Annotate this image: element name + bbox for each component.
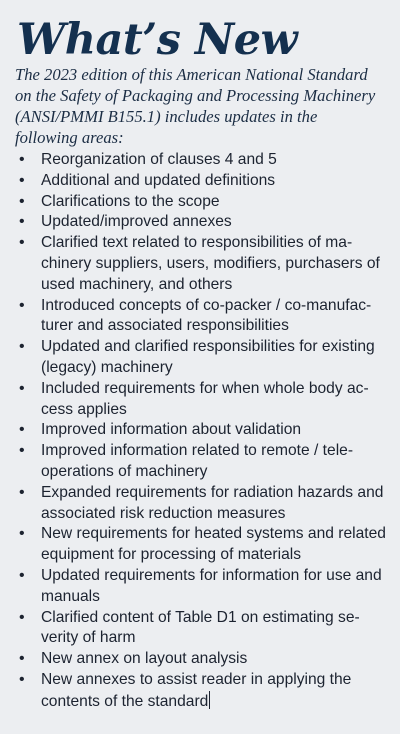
- list-item: • Reorganization of clauses 4 and 5: [15, 150, 388, 171]
- list-item: • New annexes to assist reader in applying the contents of the standard: [15, 670, 388, 713]
- text-cursor: [209, 691, 210, 709]
- list-item: • Included requirements for when whole body ac- cess applies: [15, 379, 388, 421]
- list-item: • Clarifications to the scope: [15, 192, 388, 213]
- list-item: • Improved information related to remote / tele- operations of machinery: [15, 441, 388, 483]
- list-item: • Updated and clarified responsibilities for existing (legacy) machinery: [15, 337, 388, 379]
- list-item: • Additional and updated definitions: [15, 171, 388, 192]
- list-item: • Clarified text related to responsibilities of ma- chinery suppliers, users, modifiers, purchasers of used machinery, and others: [15, 233, 388, 295]
- list-item: • New requirements for heated systems and related equipment for processing of materials: [15, 524, 388, 566]
- list-item: • Updated requirements for information for use and manuals: [15, 566, 388, 608]
- list-item: • Updated/improved annexes: [15, 212, 388, 233]
- list-item: • Improved information about validation: [15, 420, 388, 441]
- updates-list: [15, 150, 388, 713]
- list-item: • Clarified content of Table D1 on estimating se- verity of harm: [15, 608, 388, 650]
- list-item: • Expanded requirements for radiation hazards and associated risk reduction measures: [15, 483, 388, 525]
- page-title: What’s New: [17, 15, 298, 65]
- list-item: • Introduced concepts of co-packer / co-manufac- turer and associated responsibilities: [15, 296, 388, 338]
- list-item: • New annex on layout analysis: [15, 649, 388, 670]
- intro-paragraph: The 2023 edition of this American National Standard on the Safety of Packaging and Processing Machinery (ANSI/PMMI B155.1) includes updates in the following areas:: [15, 65, 376, 147]
